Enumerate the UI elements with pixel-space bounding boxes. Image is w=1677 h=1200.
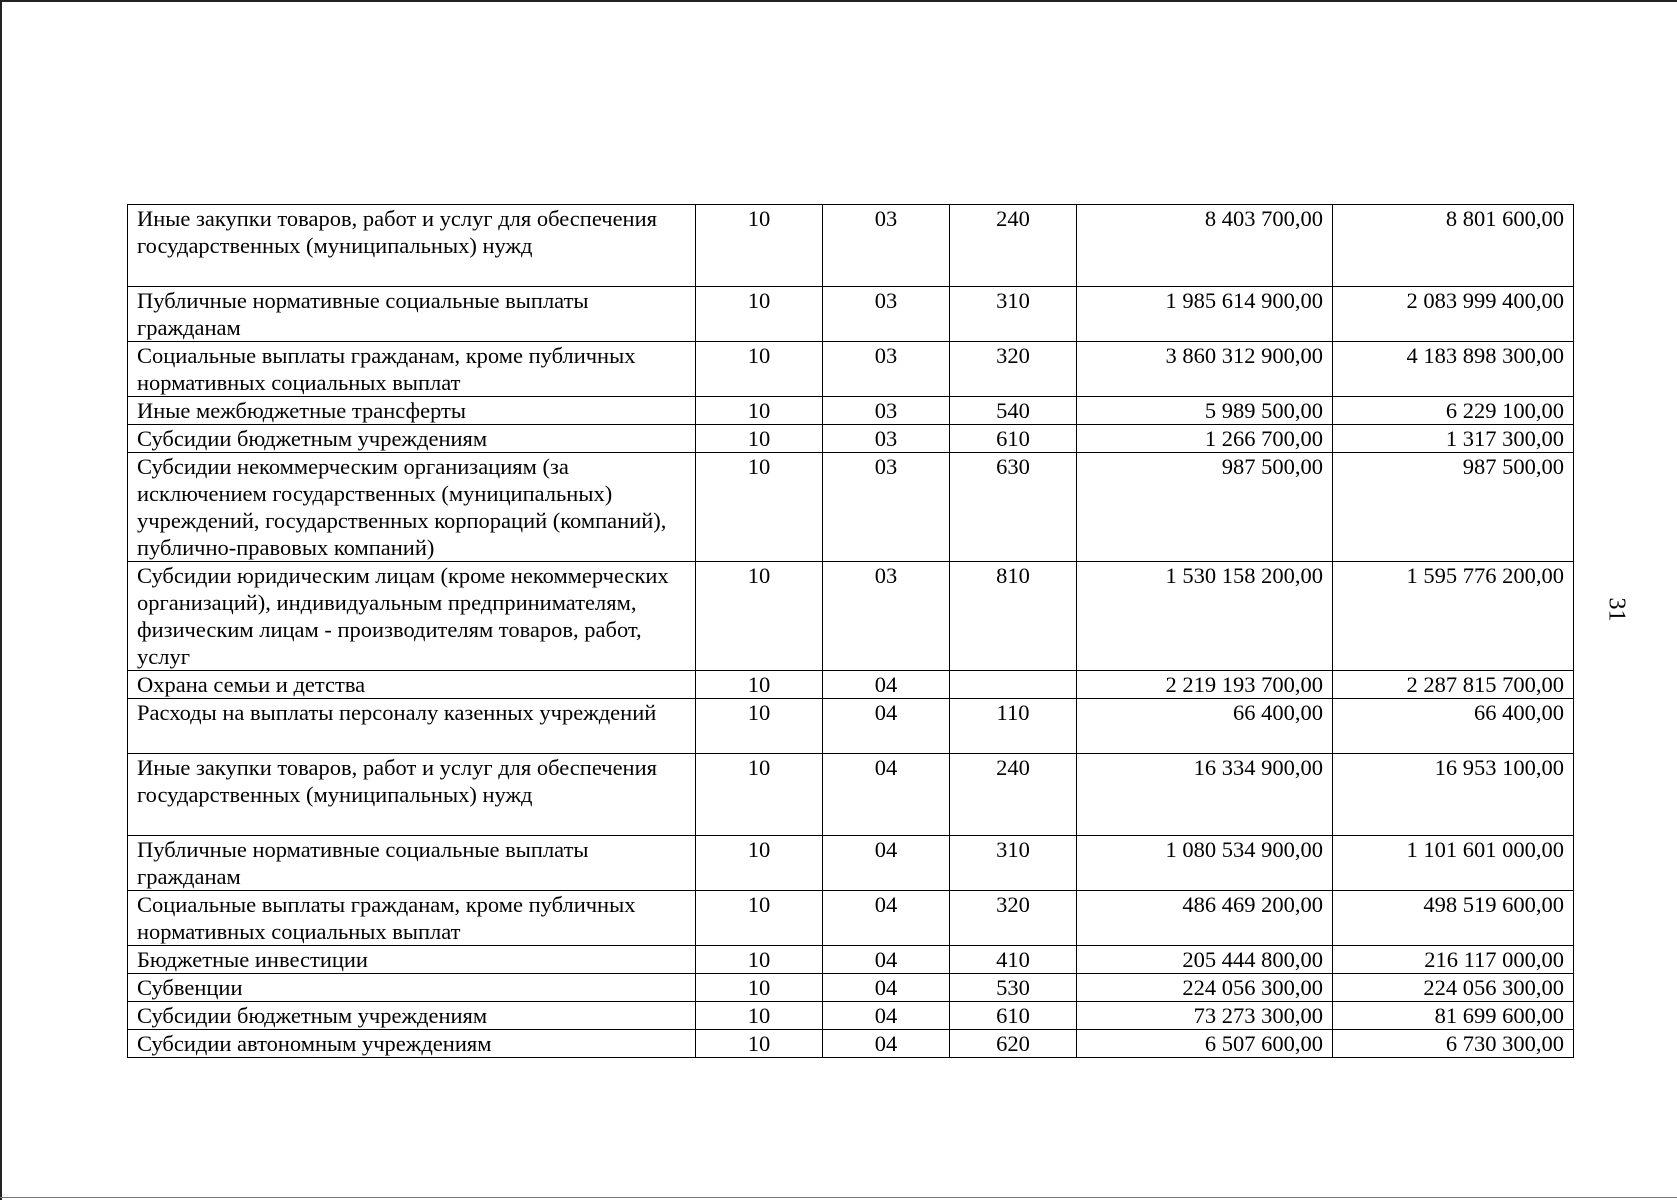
subsection-code: 03 [823,342,950,397]
amount-year-1: 8 403 700,00 [1077,205,1333,287]
section-code: 10 [696,946,823,974]
expense-name: Публичные нормативные социальные выплаты гражданам [128,836,696,891]
table-row [128,699,1574,754]
amount-year-2: 1 595 776 200,00 [1333,562,1574,671]
expense-type-code: 610 [950,1002,1077,1030]
table-row [128,1002,1574,1030]
amount-year-1: 73 273 300,00 [1077,1002,1333,1030]
section-code: 10 [696,891,823,946]
table-row [128,205,1574,287]
amount-year-1: 3 860 312 900,00 [1077,342,1333,397]
amount-year-2: 2 287 815 700,00 [1333,671,1574,699]
subsection-code: 03 [823,425,950,453]
expense-type-code: 320 [950,891,1077,946]
subsection-code: 04 [823,671,950,699]
amount-year-1: 1 080 534 900,00 [1077,836,1333,891]
amount-year-1: 6 507 600,00 [1077,1030,1333,1058]
section-code: 10 [696,205,823,287]
expense-type-code: 620 [950,1030,1077,1058]
section-code: 10 [696,974,823,1002]
amount-year-2: 987 500,00 [1333,453,1574,562]
scan-edge-top [0,0,1677,2]
amount-year-1: 224 056 300,00 [1077,974,1333,1002]
subsection-code: 03 [823,287,950,342]
expense-name: Публичные нормативные социальные выплаты гражданам [128,287,696,342]
section-code: 10 [696,1030,823,1058]
subsection-code: 03 [823,397,950,425]
expense-type-code: 310 [950,836,1077,891]
expense-type-code: 630 [950,453,1077,562]
table-row [128,562,1574,671]
expense-type-code [950,671,1077,699]
expense-name: Субсидии бюджетным учреждениям [128,425,696,453]
section-code: 10 [696,671,823,699]
expense-name: Субсидии некоммерческим организациям (за исключением государственных (муниципальных) учреждений, государственных корпораций (компаний), публично-правовых компаний) [128,453,696,562]
section-code: 10 [696,1002,823,1030]
amount-year-2: 6 730 300,00 [1333,1030,1574,1058]
table-row [128,836,1574,891]
table-row [128,397,1574,425]
scan-edge-bottom [0,1197,1677,1198]
subsection-code: 03 [823,453,950,562]
amount-year-2: 16 953 100,00 [1333,754,1574,836]
amount-year-2: 2 083 999 400,00 [1333,287,1574,342]
expense-name: Иные межбюджетные трансферты [128,397,696,425]
amount-year-2: 1 101 601 000,00 [1333,836,1574,891]
amount-year-1: 5 989 500,00 [1077,397,1333,425]
section-code: 10 [696,836,823,891]
amount-year-1: 1 530 158 200,00 [1077,562,1333,671]
section-code: 10 [696,562,823,671]
subsection-code: 04 [823,1002,950,1030]
amount-year-1: 2 219 193 700,00 [1077,671,1333,699]
expense-type-code: 320 [950,342,1077,397]
expense-name: Иные закупки товаров, работ и услуг для обеспечения государственных (муниципальных) нужд [128,754,696,836]
table-row [128,891,1574,946]
expense-type-code: 810 [950,562,1077,671]
amount-year-1: 486 469 200,00 [1077,891,1333,946]
expense-name: Субсидии автономным учреждениям [128,1030,696,1058]
table-row [128,425,1574,453]
amount-year-2: 224 056 300,00 [1333,974,1574,1002]
expense-name: Субсидии юридическим лицам (кроме некоммерческих организаций), индивидуальным предпринимателям, физическим лицам - производителям товаров, работ, услуг [128,562,696,671]
amount-year-2: 66 400,00 [1333,699,1574,754]
subsection-code: 04 [823,836,950,891]
table-row [128,453,1574,562]
section-code: 10 [696,754,823,836]
table-row [128,1030,1574,1058]
section-code: 10 [696,287,823,342]
expense-name: Бюджетные инвестиции [128,946,696,974]
expense-name: Социальные выплаты гражданам, кроме публичных нормативных социальных выплат [128,891,696,946]
amount-year-1: 1 985 614 900,00 [1077,287,1333,342]
subsection-code: 04 [823,1030,950,1058]
table-row [128,287,1574,342]
amount-year-1: 1 266 700,00 [1077,425,1333,453]
table-row [128,946,1574,974]
amount-year-2: 81 699 600,00 [1333,1002,1574,1030]
subsection-code: 03 [823,562,950,671]
table-row [128,342,1574,397]
section-code: 10 [696,342,823,397]
amount-year-2: 216 117 000,00 [1333,946,1574,974]
amount-year-1: 16 334 900,00 [1077,754,1333,836]
table-row [128,754,1574,836]
amount-year-1: 987 500,00 [1077,453,1333,562]
expense-type-code: 110 [950,699,1077,754]
budget-table [127,204,1574,1058]
amount-year-1: 66 400,00 [1077,699,1333,754]
section-code: 10 [696,397,823,425]
expense-name: Иные закупки товаров, работ и услуг для обеспечения государственных (муниципальных) нужд [128,205,696,287]
subsection-code: 04 [823,946,950,974]
expense-type-code: 310 [950,287,1077,342]
amount-year-2: 4 183 898 300,00 [1333,342,1574,397]
section-code: 10 [696,425,823,453]
expense-name: Охрана семьи и детства [128,671,696,699]
subsection-code: 04 [823,974,950,1002]
section-code: 10 [696,699,823,754]
page-number: 31 [1603,597,1630,622]
section-code: 10 [696,453,823,562]
expense-type-code: 240 [950,205,1077,287]
expense-type-code: 410 [950,946,1077,974]
table-row [128,671,1574,699]
expense-name: Субсидии бюджетным учреждениям [128,1002,696,1030]
subsection-code: 03 [823,205,950,287]
expense-name: Субвенции [128,974,696,1002]
amount-year-2: 6 229 100,00 [1333,397,1574,425]
expense-name: Расходы на выплаты персоналу казенных учреждений [128,699,696,754]
amount-year-1: 205 444 800,00 [1077,946,1333,974]
expense-type-code: 540 [950,397,1077,425]
expense-name: Социальные выплаты гражданам, кроме публичных нормативных социальных выплат [128,342,696,397]
expense-type-code: 530 [950,974,1077,1002]
table-row [128,974,1574,1002]
subsection-code: 04 [823,699,950,754]
amount-year-2: 1 317 300,00 [1333,425,1574,453]
subsection-code: 04 [823,754,950,836]
subsection-code: 04 [823,891,950,946]
amount-year-2: 8 801 600,00 [1333,205,1574,287]
amount-year-2: 498 519 600,00 [1333,891,1574,946]
scan-edge-left [0,0,2,1200]
expense-type-code: 240 [950,754,1077,836]
expense-type-code: 610 [950,425,1077,453]
